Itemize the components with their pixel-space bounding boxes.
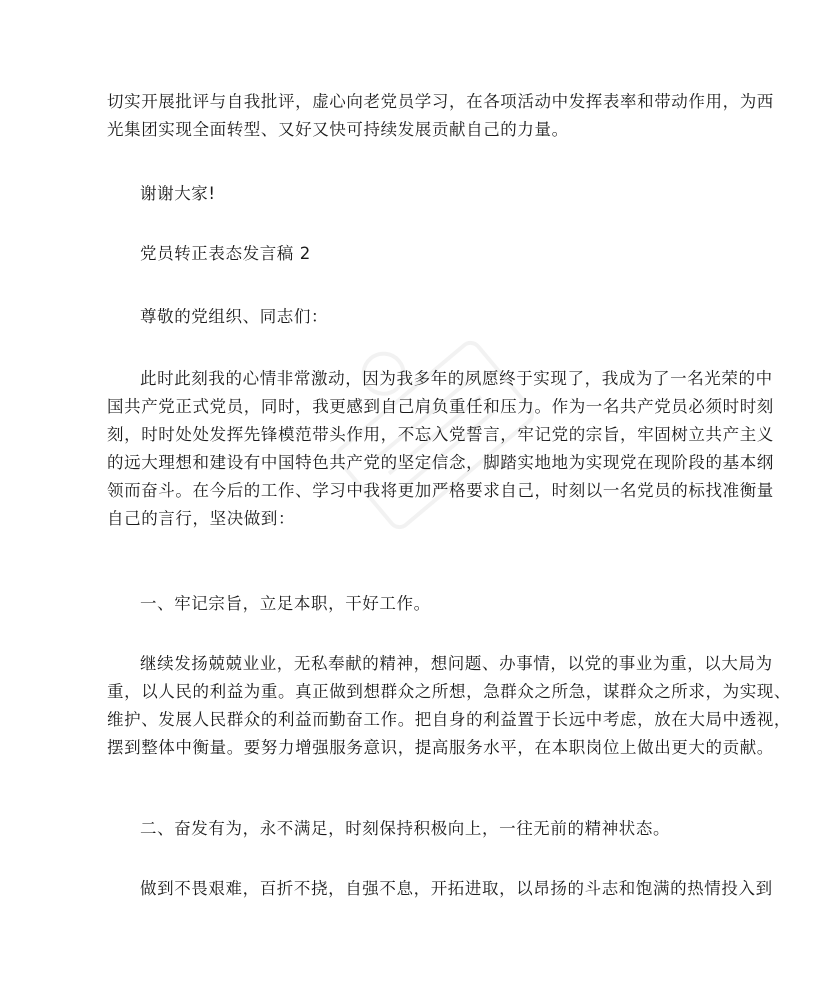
paragraph-body (107, 650, 791, 762)
text-line: 刻，时时处处发挥先锋模范带头作用，不忘入党誓言，牢记党的宗旨，牢固树立共产主义 (107, 425, 774, 444)
numbered-heading (107, 815, 727, 843)
text-line: 维护、发展人民群众的利益而勤奋工作。把自身的利益置于长远中考虑，放在大局中透视， (107, 710, 791, 729)
text-line: 做到不畏艰难，百折不挠，自强不息，开拓进取，以昂扬的斗志和饱满的热情投入到 (140, 879, 773, 898)
numbered-heading (107, 590, 727, 618)
salutation (107, 303, 727, 331)
text-line: 的远大理想和建设有中国特色共产党的坚定信念，脚踏实地地为实现党在现阶段的基本纲 (107, 453, 774, 472)
section-title (107, 240, 727, 268)
text-line: 继续发扬兢兢业业，无私奉献的精神，想问题、办事情，以党的事业为重，以大局为 (140, 654, 773, 673)
text-line: 谢谢大家! (140, 184, 216, 203)
paragraph-body (107, 875, 773, 903)
paragraph-thanks (107, 180, 727, 208)
text-line: 此时此刻我的心情非常激动，因为我多年的夙愿终于实现了，我成为了一名光荣的中 (140, 369, 773, 388)
text-line: 摆到整体中衡量。要努力增强服务意识，提高服务水平，在本职岗位上做出更大的贡献。 (107, 738, 774, 757)
text-line: 党员转正表态发言稿 2 (140, 244, 311, 263)
text-line: 一、牢记宗旨，立足本职，干好工作。 (140, 594, 431, 613)
text-line: 重，以人民的利益为重。真正做到想群众之所想，急群众之所急，谋群众之所求，为实现、 (107, 682, 791, 701)
text-line: 光集团实现全面转型、又好又快可持续发展贡献自己的力量。 (107, 120, 569, 139)
text-line: 自己的言行，坚决做到： (107, 509, 296, 528)
text-line: 切实开展批评与自我批评，虚心向老党员学习，在各项活动中发挥表率和带动作用，为西 (107, 92, 774, 111)
text-line: 尊敬的党组织、同志们： (140, 307, 329, 326)
paragraph-continuation (107, 88, 774, 144)
paragraph-body (107, 365, 774, 533)
text-line: 二、奋发有为，永不满足，时刻保持积极向上，一往无前的精神状态。 (140, 819, 671, 838)
text-line: 领而奋斗。在今后的工作、学习中我将更加严格要求自己，时刻以一名党员的标找准衡量 (107, 481, 774, 500)
text-line: 国共产党正式党员，同时，我更感到自己肩负重任和压力。作为一名共产党员必须时时刻 (107, 397, 774, 416)
